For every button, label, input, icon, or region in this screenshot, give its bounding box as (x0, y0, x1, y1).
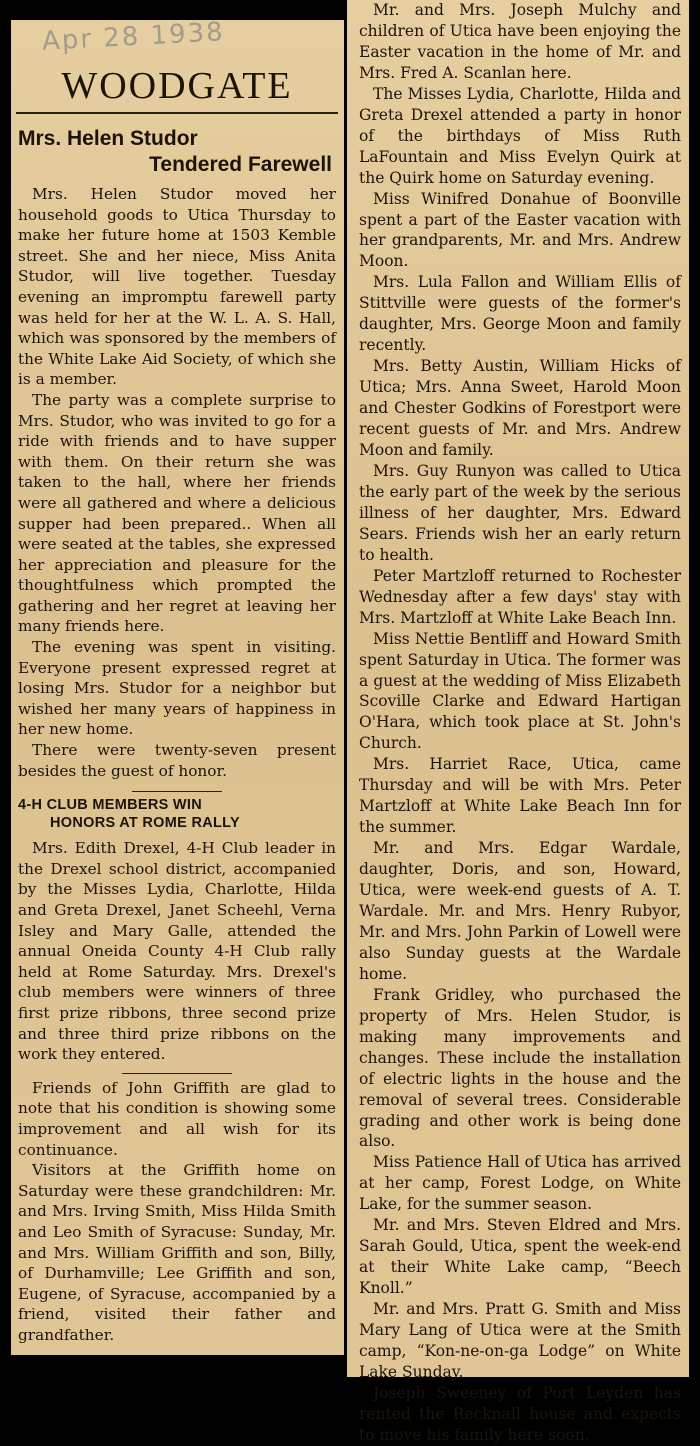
article2-headline-line2: HONORS AT ROME RALLY (50, 815, 240, 832)
right-note: Mr. and Mrs. Steven Eldred and Mrs. Sarah Gould, Utica, spent the week-end at their White Lake camp, “Beech Knoll.” (359, 1216, 681, 1298)
article1-headline-line2: Tendered Farewell (149, 153, 332, 176)
date-stamp: Apr 28 1938 (41, 17, 226, 57)
right-note: Mr. and Mrs. Joseph Mulchy and children of Utica have been enjoying the Easter vacation in the home of Mr. and Mrs. Fred A. Scanlan here. (359, 1, 681, 82)
right-note: Miss Nettie Bentliff and Howard Smith spent Saturday in Utica. The former was a guest at the wedding of Miss Elizabeth Scoville Clarke and Edward Hartigan O'Hara, which took place at St. John's Church. (359, 629, 681, 753)
separator (122, 1073, 232, 1074)
article2-headline-line1: 4-H CLUB MEMBERS WIN (18, 797, 203, 814)
article1-headline (18, 126, 336, 178)
article1-headline-line1: Mrs. Helen Studor (18, 127, 198, 150)
article1-paragraph: Mrs. Helen Studor moved her household goods to Utica Thursday to make her future home at 1503 Kemble street. She and her niece, Miss Anita Studor, will live together. Tuesday evening an impromptu farewell party was held for her at the W. L. A. S. Hall, which was sponsored by the members of the White Lake Aid Society, of which she is a member. (18, 185, 336, 389)
left-note: Friends of John Griffith are glad to note that his condition is showing some improvement and all wish for its continuance. (18, 1078, 336, 1159)
right-note: Mrs. Lula Fallon and William Ellis of Stittville were guests of the former's daughter, Mrs. George Moon and family recently. (359, 273, 681, 355)
right-note: Mr. and Mrs. Pratt G. Smith and Miss Mary Lang of Utica were at the Smith camp, “Kon-ne-on-ga Lodge” on White Lake Sunday. (359, 1300, 681, 1381)
article1-paragraph: There were twenty-seven present besides the guest of honor. (18, 741, 336, 780)
article1-paragraph: The party was a complete surprise to Mrs. Studor, who was invited to go for a ride with friends and to have supper with them. On their return she was taken to the hall, where her friends were all gathered and where a delicious supper had been prepared.. When all were seated at the tables, she expressed her appreciation and pleasure for the thoughtfulness which prompted the gathering and her regret at leaving her many friends here. (18, 390, 336, 636)
right-note: Miss Winifred Donahue of Boonville spent a part of the Easter vacation with her grandparents, Mr. and Mrs. Andrew Moon. (359, 189, 681, 271)
masthead-rule (16, 112, 338, 114)
article2-paragraph: Mrs. Edith Drexel, 4-H Club leader in the Drexel school district, accompanied by the Misses Lydia, Charlotte, Hilda and Greta Drexel, Janet Scheehl, Verna Isley and Mary Galle, attended the annual Oneida County 4-H Club rally held at Rome Saturday. Mrs. Drexel's club members were winners of three first prize ribbons, three second prize and three third prize ribbons on the work they entered. (18, 839, 336, 1064)
article1-paragraph: The evening was spent in visiting. Everyone present expressed regret at losing Mrs. Studor for a neighbor but wished her many years of happiness in her new home. (18, 638, 336, 739)
separator (132, 791, 222, 792)
right-note: Mrs. Betty Austin, William Hicks of Utica; Mrs. Anna Sweet, Harold Moon and Chester Godkins of Forestport were recent guests of Mr. and Mrs. Andrew Moon and family. (359, 357, 681, 460)
left-note: Visitors at the Griffith home on Saturday were these grandchildren: Mr. and Mrs. Irving Smith, Miss Hilda Smith and Leo Smith of Syracuse: Sunday, Mr. and Mrs. William Griffith and son, Billy, of Durhamville; Lee Griffith and son, Eugene, of Syracuse, accompanied by a friend, visited their father and grandfather. (18, 1161, 336, 1344)
right-note: Mrs. Guy Runyon was called to Utica the early part of the week by the serious illness of her daughter, Mrs. Edward Sears. Friends wish her an early return to health. (359, 461, 681, 564)
right-note: Miss Patience Hall of Utica has arrived at her camp, Forest Lodge, on White Lake, for the summer season. (359, 1153, 681, 1214)
right-note: Frank Gridley, who purchased the property of Mrs. Helen Studor, is making many improvements and changes. These include the installation of electric lights in the house and the removal of several trees. Considerable grading and other work is being done also. (359, 985, 681, 1151)
masthead: WOODGATE (61, 65, 293, 107)
right-note: Mr. and Mrs. Edgar Wardale, daughter, Doris, and son, Howard, Utica, were week-end guests of A. T. Wardale. Mr. and Mrs. Henry Rubyor, Mr. and Mrs. John Parkin of Lowell were also Sunday guests at the Wardale home. (359, 839, 681, 983)
right-note: Mrs. Harriet Race, Utica, came Thursday and will be with Mrs. Peter Martzloff at White Lake Beach Inn for the summer. (359, 755, 681, 837)
right-note: The Misses Lydia, Charlotte, Hilda and Greta Drexel attended a party in honor of the birthdays of Miss Ruth LaFountain and Miss Evelyn Quirk at the Quirk home on Saturday evening. (359, 84, 681, 187)
article2-headline (18, 796, 336, 832)
left-column (11, 20, 344, 1355)
right-note: Peter Martzloff returned to Rochester Wednesday after a few days' stay with Mrs. Martzloff at White Lake Beach Inn. (359, 566, 681, 627)
right-column (347, 0, 689, 1444)
right-note: Joseph Sweeney of Port Leyden has rented the Recknall house and expects to move his family here soon. (359, 1383, 681, 1444)
